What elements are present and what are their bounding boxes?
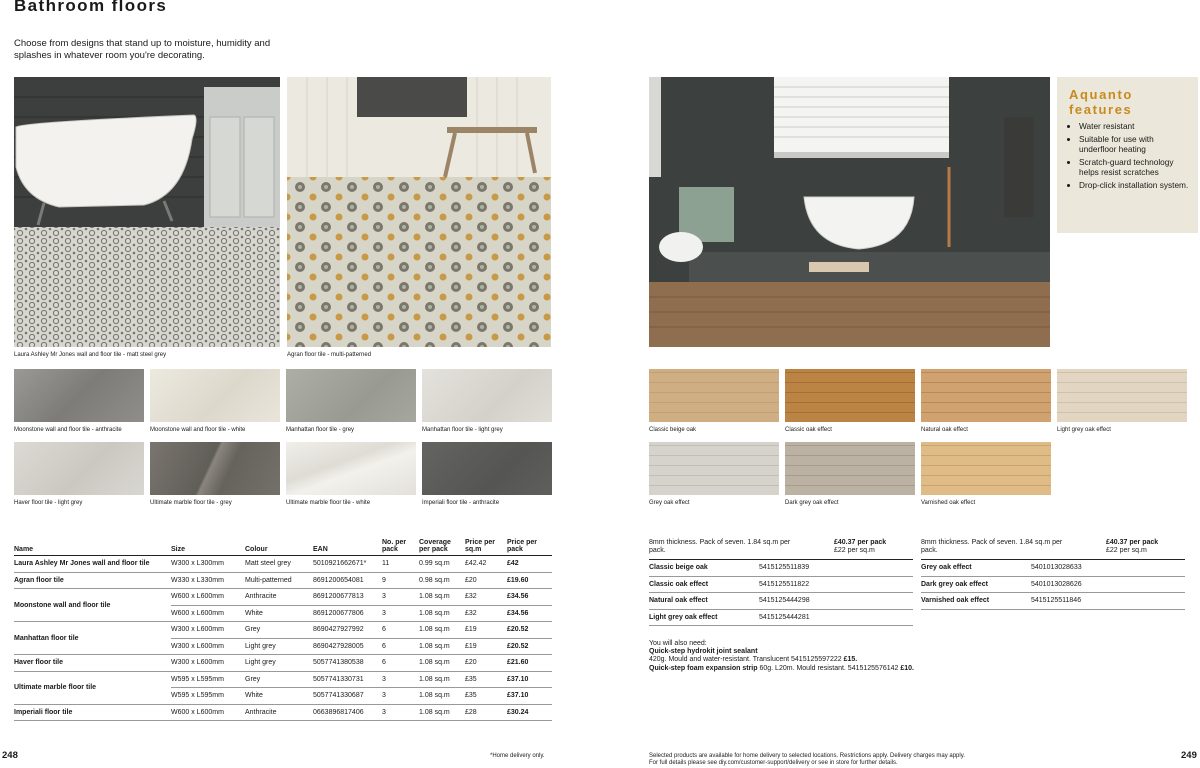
colour-cell: Grey (245, 622, 313, 639)
table-row (649, 593, 913, 610)
swatch-dark-grey-oak-effect[interactable] (785, 442, 915, 495)
price-pack-cell: £34.56 (507, 605, 552, 622)
swatch-label: Haver floor tile - light grey (14, 500, 83, 506)
page-number: 249 (1181, 750, 1197, 761)
price-pack-cell: £34.56 (507, 589, 552, 606)
also-need-section (649, 640, 1049, 673)
size-cell: W595 x L595mm (171, 688, 245, 705)
colour-cell: Grey (245, 671, 313, 688)
swatch-label: Ultimate marble floor tile - grey (150, 500, 232, 506)
column-header: Price per sq.m (465, 538, 507, 556)
product-name: Light grey oak effect (649, 613, 718, 621)
table-row (921, 577, 1185, 594)
product-name: Imperiali floor tile (14, 704, 171, 721)
ean-cell: 8690427927992 (313, 622, 382, 639)
no-per-pack-cell: 3 (382, 688, 419, 705)
price-sqm-cell: £19 (465, 622, 507, 639)
product-name: Laura Ashley Mr Jones wall and floor tile (14, 556, 171, 573)
colour-cell: Multi-patterned (245, 572, 313, 589)
coverage-cell: 1.08 sq.m (419, 688, 465, 705)
table-row (921, 560, 1185, 577)
colour-cell: White (245, 605, 313, 622)
swatch-moonstone-white[interactable] (150, 369, 280, 422)
price-info (1106, 539, 1186, 555)
swatch-haver-light-grey[interactable] (14, 442, 144, 495)
swatch-classic-beige-oak[interactable] (649, 369, 779, 422)
price-sqm-cell: £32 (465, 589, 507, 606)
price-pack-cell: £42 (507, 556, 552, 573)
sealant-desc: 420g. Mould and water-resistant. Translucent 5415125597222 (649, 656, 842, 664)
ean-cell: 8690427928005 (313, 638, 382, 655)
no-per-pack-cell: 11 (382, 556, 419, 573)
photo-caption: Laura Ashley Mr Jones wall and floor tile - matt steel grey (14, 352, 167, 358)
strip-name: Quick-step foam expansion strip (649, 664, 758, 672)
page-number: 248 (2, 750, 18, 761)
product-name: Manhattan floor tile (14, 622, 171, 655)
swatch-grey-oak-effect[interactable] (649, 442, 779, 495)
ean-cell: 5057741330687 (313, 688, 382, 705)
column-header: EAN (313, 538, 382, 556)
price-box-header (921, 537, 1185, 560)
ean-cell: 5010921662671* (313, 556, 382, 573)
swatch-label: Natural oak effect (921, 427, 968, 433)
price-sqm-cell: £28 (465, 704, 507, 721)
also-need-intro: You will also need: (649, 640, 707, 647)
swatch-label: Manhattan floor tile - light grey (422, 427, 503, 433)
ean-cell: 5401013028626 (1031, 580, 1082, 588)
swatch-varnished-oak-effect[interactable] (921, 442, 1051, 495)
footnote: *Home delivery only. (490, 753, 545, 759)
swatch-moonstone-anthracite[interactable] (14, 369, 144, 422)
swatch-label: Classic beige oak (649, 427, 697, 433)
sealant-name: Quick-step hydrokit joint sealant (649, 648, 758, 656)
table-row (649, 610, 913, 627)
size-cell: W600 x L600mm (171, 605, 245, 622)
ean-cell: 5057741330731 (313, 671, 382, 688)
pack-description: 8mm thickness. Pack of seven. 1.84 sq.m per pack. (649, 539, 791, 554)
size-cell: W600 x L600mm (171, 589, 245, 606)
price-per-pack: £40.37 per pack (834, 539, 887, 546)
product-name: Agran floor tile (14, 572, 171, 589)
coverage-cell: 0.99 sq.m (419, 556, 465, 573)
delivery-note-line2: For full details please see diy.com/customer-support/delivery or see in store for further details. (649, 760, 898, 766)
swatch-label: Moonstone wall and floor tile - anthracite (14, 427, 122, 433)
table-header-row (14, 538, 552, 556)
product-name: Classic beige oak (649, 564, 708, 571)
aquanto-price-box-right (921, 537, 1185, 610)
strip-price: £10. (900, 664, 914, 672)
price-sqm-cell: £20 (465, 572, 507, 589)
coverage-cell: 1.08 sq.m (419, 655, 465, 672)
no-per-pack-cell: 6 (382, 622, 419, 639)
price-pack-cell: £21.60 (507, 655, 552, 672)
no-per-pack-cell: 3 (382, 671, 419, 688)
column-header: Coverage per pack (419, 538, 465, 556)
price-pack-cell: £30.24 (507, 704, 552, 721)
coverage-cell: 1.08 sq.m (419, 589, 465, 606)
table-row (14, 572, 552, 589)
colour-cell: Anthracite (245, 704, 313, 721)
swatch-manhattan-grey[interactable] (286, 369, 416, 422)
product-name: Haver floor tile (14, 655, 171, 672)
column-header: Size (171, 538, 245, 556)
ean-cell: 5401013028633 (1031, 564, 1082, 571)
price-per-sqm: £22 per sq.m (834, 547, 875, 554)
ean-cell: 5415125511839 (759, 564, 810, 571)
no-per-pack-cell: 3 (382, 704, 419, 721)
table-row (14, 704, 552, 721)
ean-cell: 8691200654081 (313, 572, 382, 589)
coverage-cell: 1.08 sq.m (419, 622, 465, 639)
no-per-pack-cell: 3 (382, 589, 419, 606)
ean-cell: 5415125444281 (759, 613, 810, 621)
column-header: No. per pack (382, 538, 419, 556)
colour-cell: Anthracite (245, 589, 313, 606)
no-per-pack-cell: 6 (382, 655, 419, 672)
swatch-label: Grey oak effect (649, 500, 690, 506)
features-title: Aquanto features (1069, 87, 1133, 117)
size-cell: W300 x L600mm (171, 622, 245, 639)
ean-cell: 5057741380538 (313, 655, 382, 672)
colour-cell: Matt steel grey (245, 556, 313, 573)
swatch-label: Light grey oak effect (1057, 427, 1111, 433)
price-sqm-cell: £32 (465, 605, 507, 622)
colour-cell: White (245, 688, 313, 705)
price-sqm-cell: £35 (465, 688, 507, 705)
size-cell: W300 x L300mm (171, 556, 245, 573)
no-per-pack-cell: 6 (382, 638, 419, 655)
ean-cell: 8691200677813 (313, 589, 382, 606)
feature-item: • Water resistant (1079, 121, 1192, 131)
product-name: Dark grey oak effect (921, 580, 988, 588)
size-cell: W330 x L330mm (171, 572, 245, 589)
table-row (14, 589, 552, 606)
price-per-pack: £40.37 per pack (1106, 539, 1159, 546)
photo-caption: Agran floor tile - multi-patterned (287, 352, 372, 358)
strip-line (649, 665, 1049, 673)
coverage-cell: 1.08 sq.m (419, 671, 465, 688)
table-row (921, 593, 1185, 610)
sealant-price: £15. (843, 656, 858, 664)
size-cell: W300 x L600mm (171, 655, 245, 672)
ean-cell: 5415125511822 (759, 580, 810, 588)
coverage-cell: 1.08 sq.m (419, 638, 465, 655)
product-name: Natural oak effect (649, 597, 708, 605)
swatch-light-grey-oak-effect[interactable] (1057, 369, 1187, 422)
price-info (834, 539, 914, 555)
price-sqm-cell: £20 (465, 655, 507, 672)
swatch-label: Dark grey oak effect (785, 500, 839, 506)
strip-desc: 60g. L20m. Mould resistant. 5415125576142 (759, 664, 899, 672)
coverage-cell: 1.08 sq.m (419, 605, 465, 622)
product-name: Varnished oak effect (921, 597, 990, 605)
swatch-natural-oak-effect[interactable] (921, 369, 1051, 422)
product-name: Classic oak effect (649, 580, 709, 588)
swatch-label: Moonstone wall and floor tile - white (150, 427, 246, 433)
tile-spec-table (14, 538, 552, 721)
swatch-manhattan-light-grey[interactable] (422, 369, 552, 422)
ean-cell: 5415125511846 (1031, 597, 1082, 605)
coverage-cell: 1.08 sq.m (419, 704, 465, 721)
delivery-note-line1: Selected products are available for home delivery to selected locations. Restrictions apply. Delivery charges may apply. (649, 753, 965, 759)
price-sqm-cell: £42.42 (465, 556, 507, 573)
table-row (649, 577, 913, 594)
ean-cell: 5415125444298 (759, 597, 810, 605)
colour-cell: Light grey (245, 655, 313, 672)
swatch-classic-oak-effect[interactable] (785, 369, 915, 422)
size-cell: W300 x L600mm (171, 638, 245, 655)
price-per-sqm: £22 per sq.m (1106, 547, 1147, 554)
swatch-label: Varnished oak effect (921, 500, 976, 506)
table-row (14, 671, 552, 688)
table-row (14, 622, 552, 639)
swatch-ultimate-marble-white[interactable] (286, 442, 416, 495)
features-list (1057, 121, 1198, 190)
column-header: Name (14, 538, 171, 556)
swatch-imperiali-anthracite[interactable] (422, 442, 552, 495)
table-row (649, 560, 913, 577)
swatch-label: Ultimate marble floor tile - white (286, 500, 371, 506)
sealant-line (649, 656, 1049, 664)
colour-cell: Light grey (245, 638, 313, 655)
price-pack-cell: £37.10 (507, 688, 552, 705)
table-row (14, 655, 552, 672)
aquanto-bathroom-photo (649, 77, 1050, 347)
page-title: Bathroom floors (14, 0, 168, 15)
laura-ashley-tile-photo (14, 77, 280, 347)
swatch-label: Imperiali floor tile - anthracite (422, 500, 500, 506)
price-pack-cell: £37.10 (507, 671, 552, 688)
size-cell: W595 x L595mm (171, 671, 245, 688)
price-sqm-cell: £19 (465, 638, 507, 655)
price-pack-cell: £19.60 (507, 572, 552, 589)
swatch-label: Classic oak effect (785, 427, 832, 433)
feature-item: • Scratch-guard technology helps resist scratches (1079, 157, 1192, 177)
ean-cell: 8691200677806 (313, 605, 382, 622)
column-header: Price per pack (507, 538, 552, 556)
swatch-ultimate-marble-grey[interactable] (150, 442, 280, 495)
product-name: Grey oak effect (921, 564, 972, 571)
column-header: Colour (245, 538, 313, 556)
agran-tile-photo (287, 77, 551, 347)
intro-text: Choose from designs that stand up to moisture, humidity and splashes in whatever room you're decorating. (14, 38, 271, 61)
no-per-pack-cell: 3 (382, 605, 419, 622)
swatch-label: Manhattan floor tile - grey (286, 427, 355, 433)
aquanto-price-box-left (649, 537, 913, 626)
ean-cell: 0663896817406 (313, 704, 382, 721)
price-pack-cell: £20.52 (507, 638, 552, 655)
price-pack-cell: £20.52 (507, 622, 552, 639)
no-per-pack-cell: 9 (382, 572, 419, 589)
feature-item: • Drop-click installation system. (1079, 180, 1192, 190)
coverage-cell: 0.98 sq.m (419, 572, 465, 589)
product-name: Ultimate marble floor tile (14, 671, 171, 704)
price-sqm-cell: £35 (465, 671, 507, 688)
delivery-footer (649, 753, 1069, 767)
pack-description: 8mm thickness. Pack of seven. 1.84 sq.m per pack. (921, 539, 1063, 554)
price-box-header (649, 537, 913, 560)
aquanto-features-panel (1057, 77, 1198, 233)
table-row (14, 556, 552, 573)
feature-item: • Suitable for use with underfloor heating (1079, 134, 1192, 154)
size-cell: W600 x L600mm (171, 704, 245, 721)
product-name: Moonstone wall and floor tile (14, 589, 171, 622)
